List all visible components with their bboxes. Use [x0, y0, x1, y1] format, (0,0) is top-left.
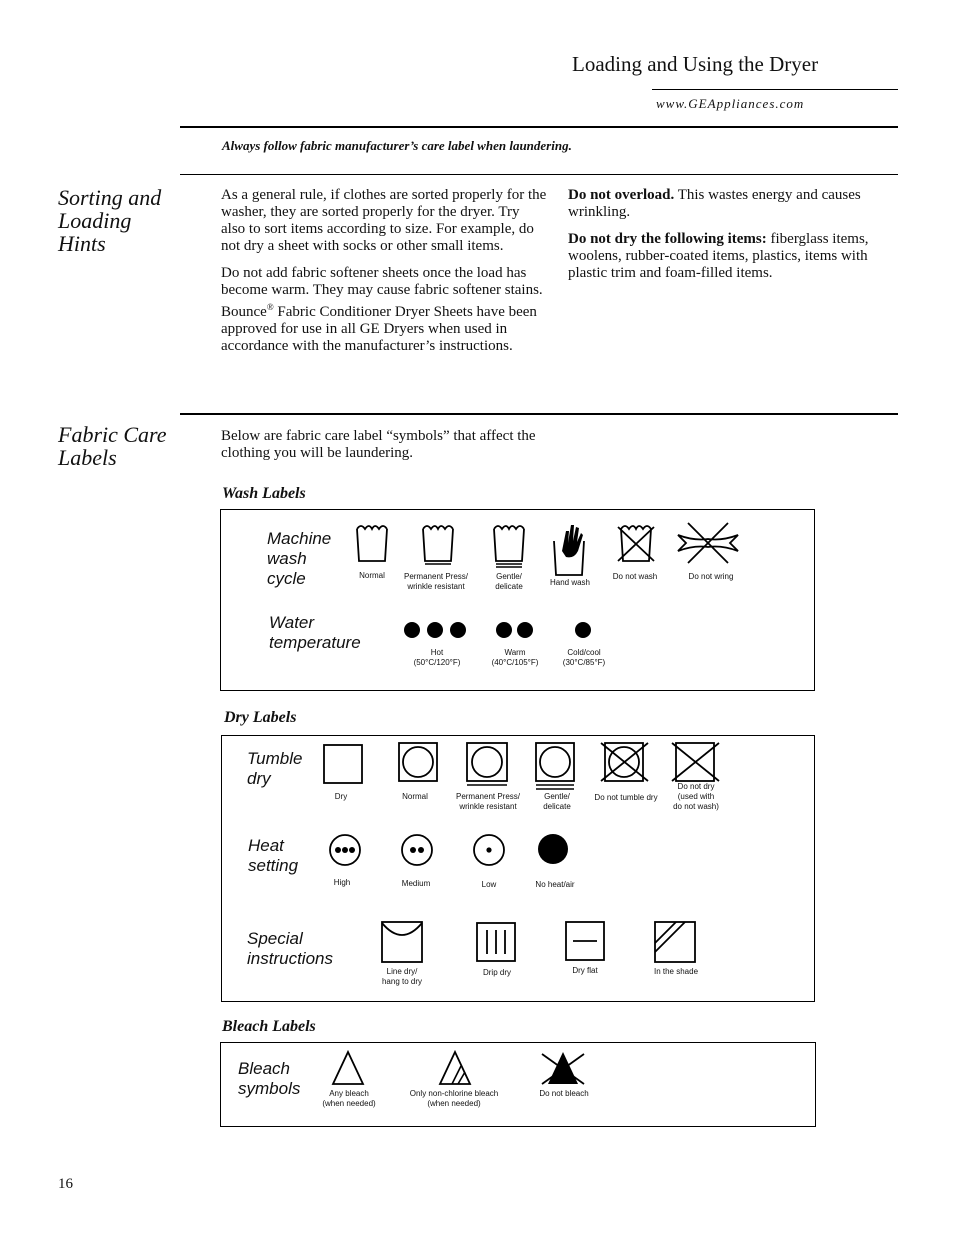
tumble-caption: [456, 792, 520, 812]
tumble-permanent-press-icon: [466, 742, 508, 788]
wash-caption: [613, 572, 657, 582]
row-label-line: symbols: [238, 1079, 301, 1098]
dry-labels-title: Dry Labels: [224, 709, 297, 726]
tumble-caption: [543, 792, 571, 812]
caption-line: (40°C/105°F): [491, 658, 539, 667]
machine-wash-label: [267, 529, 331, 589]
bleach-caption: [322, 1089, 375, 1109]
three-dots-icon: [402, 620, 468, 640]
notice-rule: [180, 174, 898, 175]
do-not-dry-icon: [671, 741, 721, 783]
sorting-heading-line: Hints: [58, 231, 106, 256]
no-heat-icon: [536, 832, 570, 866]
non-chlorine-bleach-icon: [438, 1050, 472, 1086]
wash-caption: [404, 572, 468, 592]
fabric-care-intro: Below are fabric care label “symbols” that affect the clothing you will be laundering.: [221, 428, 536, 461]
heat-high-icon: [328, 833, 362, 867]
bleach-symbols-label: [238, 1059, 300, 1099]
wash-caption: [689, 572, 734, 582]
caption-line: Dry: [334, 792, 348, 801]
row-label-line: wash: [267, 549, 307, 568]
special-caption: [654, 967, 698, 977]
do-not-dry-paragraph: [568, 231, 898, 282]
heat-medium-icon: [400, 833, 434, 867]
water-caption: [414, 648, 461, 668]
caption-line: Permanent Press/: [403, 572, 469, 581]
caption-line: Only non-chlorine bleach: [409, 1089, 499, 1098]
row-label-line: dry: [247, 769, 271, 788]
softener-text: Do not add fabric softener sheets once the load has become warm. They may cause fabric softener stains. Bounce: [221, 265, 543, 320]
caption-line: High: [333, 878, 351, 887]
caption-line: Warm: [504, 648, 526, 657]
caption-line: Gentle/: [496, 572, 522, 581]
bleach-labels-box: [220, 1042, 816, 1127]
sorting-column-right: [568, 187, 898, 282]
softener-text-continued: Fabric Conditioner Dryer Sheets have been approved for use in all GE Dryers when used in accordance with the manufacturer’s instructions.: [221, 304, 537, 354]
caption-line: (when needed): [322, 1099, 376, 1108]
caption-line: Do not dry: [677, 782, 715, 791]
caption-line: delicate: [543, 802, 571, 811]
fabric-care-heading-line: Fabric Care: [58, 422, 167, 447]
wash-caption: [495, 572, 523, 592]
wash-caption: [550, 578, 590, 588]
do-not-dry-text: fiberglass items, woolens, rubber-coated items, plastics, items with plastic trim and foam-filled items.: [568, 231, 869, 281]
sorting-paragraph-1: As a general rule, if clothes are sorted properly for the washer, they are sorted properly for the dryer. Try also to sort items according to size. For example, do not dry a sheet with socks or other small items.: [221, 187, 547, 254]
heat-caption: [535, 880, 574, 890]
tub-do-not-wash-icon: [616, 519, 656, 565]
water-temperature-label: [269, 613, 361, 653]
care-label-notice: Always follow fabric manufacturer’s care label when laundering.: [222, 138, 572, 153]
tumble-caption: [594, 793, 657, 803]
caption-line: Gentle/: [544, 792, 570, 801]
heat-setting-label: [248, 836, 298, 876]
row-label-line: Water: [269, 613, 315, 632]
caption-line: No heat/air: [535, 880, 575, 889]
row-label-line: Special: [247, 929, 303, 948]
caption-line: Permanent Press/: [455, 792, 521, 801]
row-label-line: instructions: [247, 949, 333, 968]
tub-hand-wash-icon: [552, 521, 588, 577]
wash-caption: [359, 571, 385, 581]
row-label-line: setting: [248, 856, 299, 875]
tumble-dry-label: [247, 749, 302, 789]
page-number: 16: [58, 1176, 73, 1192]
tumble-normal-icon: [398, 742, 438, 782]
caption-line: (when needed): [427, 1099, 481, 1108]
row-label-line: cycle: [267, 569, 306, 588]
sorting-heading: [58, 186, 208, 255]
dry-flat-icon: [565, 921, 605, 961]
overload-bold: Do not overload.: [568, 187, 675, 203]
caption-line: Do not wash: [612, 572, 658, 581]
any-bleach-icon: [331, 1050, 365, 1086]
caption-line: Do not tumble dry: [594, 793, 658, 802]
one-dot-icon: [573, 620, 593, 640]
caption-line: Medium: [401, 879, 431, 888]
in-the-shade-icon: [654, 921, 696, 963]
do-not-bleach-icon: [538, 1050, 588, 1086]
caption-line: Cold/cool: [567, 648, 601, 657]
row-label-line: Bleach: [238, 1059, 290, 1078]
do-not-wring-icon: [674, 521, 742, 565]
special-caption: [572, 966, 597, 976]
heat-caption: [482, 880, 497, 890]
sorting-heading-line: Loading: [58, 208, 132, 233]
caption-line: Any bleach: [329, 1089, 369, 1098]
caption-line: (30°C/85°F): [562, 658, 606, 667]
water-caption: [492, 648, 539, 668]
caption-line: Do not wring: [688, 572, 734, 581]
caption-line: Low: [481, 880, 497, 889]
special-caption: [483, 968, 511, 978]
header-rule: [652, 89, 898, 90]
tub-permanent-press-icon: [421, 519, 455, 565]
tub-gentle-icon: [492, 519, 526, 569]
special-instructions-label: [247, 929, 333, 969]
drip-dry-icon: [476, 922, 516, 962]
row-label-line: Tumble: [247, 749, 303, 768]
do-not-dry-bold: Do not dry the following items:: [568, 231, 767, 247]
caption-line: Hot: [430, 648, 444, 657]
two-dots-icon: [494, 620, 536, 640]
fabric-care-heading: [58, 423, 208, 469]
caption-line: (50°C/120°F): [413, 658, 461, 667]
overload-paragraph: [568, 187, 898, 221]
special-caption: [382, 967, 422, 987]
caption-line: In the shade: [653, 967, 699, 976]
square-dry-icon: [323, 744, 363, 784]
bleach-caption: [539, 1089, 588, 1099]
sorting-paragraph-2: [221, 265, 547, 355]
caption-line: Do not bleach: [539, 1089, 589, 1098]
top-rule: [180, 126, 898, 128]
line-dry-icon: [381, 921, 423, 963]
row-label-line: temperature: [269, 633, 361, 652]
caption-line: Normal: [359, 571, 385, 580]
caption-line: Drip dry: [482, 968, 512, 977]
caption-line: Dry flat: [572, 966, 598, 975]
header-url: www.GEAppliances.com: [656, 96, 805, 111]
tub-normal-icon: [355, 519, 389, 565]
tumble-gentle-icon: [535, 742, 575, 792]
tumble-caption: [335, 792, 347, 802]
caption-line: hang to dry: [381, 977, 423, 986]
caption-line: Hand wash: [549, 578, 591, 587]
fabric-care-heading-line: Labels: [58, 445, 117, 470]
caption-line: wrinkle resistant: [459, 802, 517, 811]
caption-line: wrinkle resistant: [407, 582, 465, 591]
section-rule: [180, 413, 898, 415]
water-caption: [563, 648, 605, 668]
bleach-caption: [410, 1089, 499, 1109]
caption-line: Line dry/: [386, 967, 418, 976]
tumble-caption: [402, 792, 428, 802]
caption-line: do not wash): [673, 802, 719, 811]
sorting-heading-line: Sorting and: [58, 185, 162, 210]
heat-caption: [334, 878, 350, 888]
row-label-line: Heat: [248, 836, 284, 855]
row-label-line: Machine: [267, 529, 332, 548]
sorting-column-left: [221, 187, 547, 355]
heat-low-icon: [472, 833, 506, 867]
wash-labels-title: Wash Labels: [222, 485, 306, 502]
do-not-tumble-dry-icon: [600, 741, 650, 783]
overload-text: This wastes energy and causes wrinkling.: [568, 187, 861, 220]
heat-caption: [402, 879, 430, 889]
caption-line: (used with: [677, 792, 715, 801]
page-header-title: Loading and Using the Dryer: [572, 52, 819, 76]
tumble-caption: [673, 782, 719, 812]
registered-mark: ®: [266, 302, 274, 312]
bleach-labels-title: Bleach Labels: [222, 1018, 316, 1035]
caption-line: Normal: [402, 792, 428, 801]
caption-line: delicate: [495, 582, 523, 591]
